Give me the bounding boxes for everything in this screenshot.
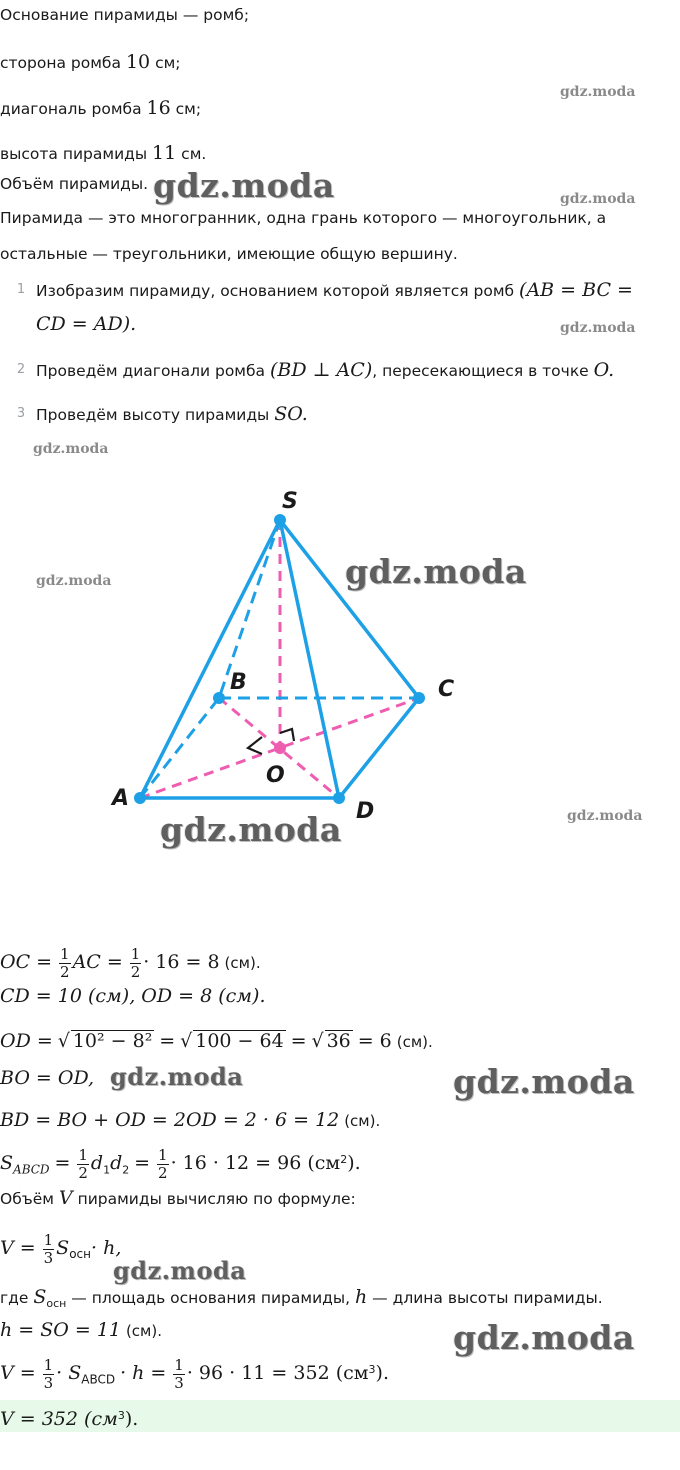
step-2-number: 2: [16, 362, 26, 377]
watermark: gdz.moda: [453, 1318, 635, 1357]
watermark: gdz.moda: [153, 166, 335, 205]
label-s: S: [282, 489, 298, 514]
given-side: сторона ромба 10 см;: [0, 51, 181, 73]
given-base: Основание пирамиды — ромб;: [0, 6, 250, 24]
oc-equation: OC = $\frac{1}{2}$ AC = $\frac{1}{2}$ · 16 = 8 (см).: [0, 945, 261, 981]
point-c: [413, 692, 425, 704]
definition-line-2: остальные — треугольники, имеющие общую вершину.: [0, 245, 458, 263]
bo-equals-od: BO = OD,: [0, 1067, 95, 1089]
watermark: gdz.moda: [33, 441, 109, 457]
watermark: gdz.moda: [567, 808, 643, 824]
label-c: C: [438, 677, 455, 702]
volume-calculation: V = $\frac{1}{3}$ · $S_{ABCD} \cdot h$ = $\frac{1}{3}$ · 96 · 11 = 352 $(см^3)$.: [0, 1356, 389, 1393]
volume-formula-intro: Объём V пирамиды вычисляю по формуле:: [0, 1187, 356, 1209]
edge-sb: [219, 520, 280, 698]
step-1-text: Изобразим пирамиду, основанием которой является ромб (AB = BC =: [36, 279, 633, 301]
given-diagonal: диагональ ромба 16 см;: [0, 97, 202, 119]
step-3-text: Проведём высоту пирамиды SO.: [36, 403, 308, 425]
label-o: O: [266, 763, 285, 788]
answer: V = 352 $(см^3)$.: [0, 1408, 139, 1431]
watermark: gdz.moda: [36, 573, 112, 589]
edge-dc: [339, 698, 419, 798]
step-3-number: 3: [16, 406, 26, 421]
step-2-text: Проведём диагонали ромба (BD ⊥ AC), пересекающиеся в точке O.: [36, 359, 615, 381]
watermark: gdz.moda: [113, 1256, 247, 1285]
definition-line-1: Пирамида — это многогранник, одна грань которого — многоугольник, а: [0, 209, 607, 227]
cd-od-values: CD = 10 (см), OD = 8 (см).: [0, 985, 266, 1007]
watermark: gdz.moda: [160, 810, 342, 849]
watermark: gdz.moda: [560, 191, 636, 207]
label-a: A: [112, 786, 130, 811]
point-s: [274, 514, 286, 526]
formula-explanation: где $S_{осн}$ — площадь основания пирамиды, h — длина высоты пирамиды.: [0, 1286, 603, 1311]
watermark: gdz.moda: [453, 1062, 635, 1101]
point-a: [134, 792, 146, 804]
step-1-continuation: CD = AD).: [36, 313, 137, 335]
point-d: [333, 792, 345, 804]
point-b: [213, 692, 225, 704]
watermark: gdz.moda: [345, 552, 527, 591]
edge-sc: [280, 520, 419, 698]
watermark: gdz.moda: [560, 320, 636, 336]
height-value: h = SO = 11 (см).: [0, 1319, 162, 1341]
area-equation: $S_{ABCD}$ = $\frac{1}{2}$ $d_1d_2$ = $\frac{1}{2}$ · 16 · 12 = 96 $(см^2)$.: [0, 1146, 361, 1183]
watermark: gdz.moda: [560, 84, 636, 100]
point-o: [274, 742, 286, 754]
given-height: высота пирамиды 11 см.: [0, 142, 207, 164]
find-volume: Объём пирамиды.: [0, 175, 149, 193]
bd-equation: BD = BO + OD = 2OD = 2 · 6 = 12 (см).: [0, 1109, 381, 1131]
watermark: gdz.moda: [110, 1062, 244, 1091]
volume-formula: V = $\frac{1}{3}$ $S_{осн}\cdot h$,: [0, 1231, 122, 1267]
label-d: D: [356, 799, 375, 824]
label-b: B: [230, 670, 247, 695]
od-equation: OD = √ 10² − 8² = √ 100 − 64 = √ 36 = 6 (см).: [0, 1030, 433, 1052]
step-1-number: 1: [16, 282, 26, 297]
